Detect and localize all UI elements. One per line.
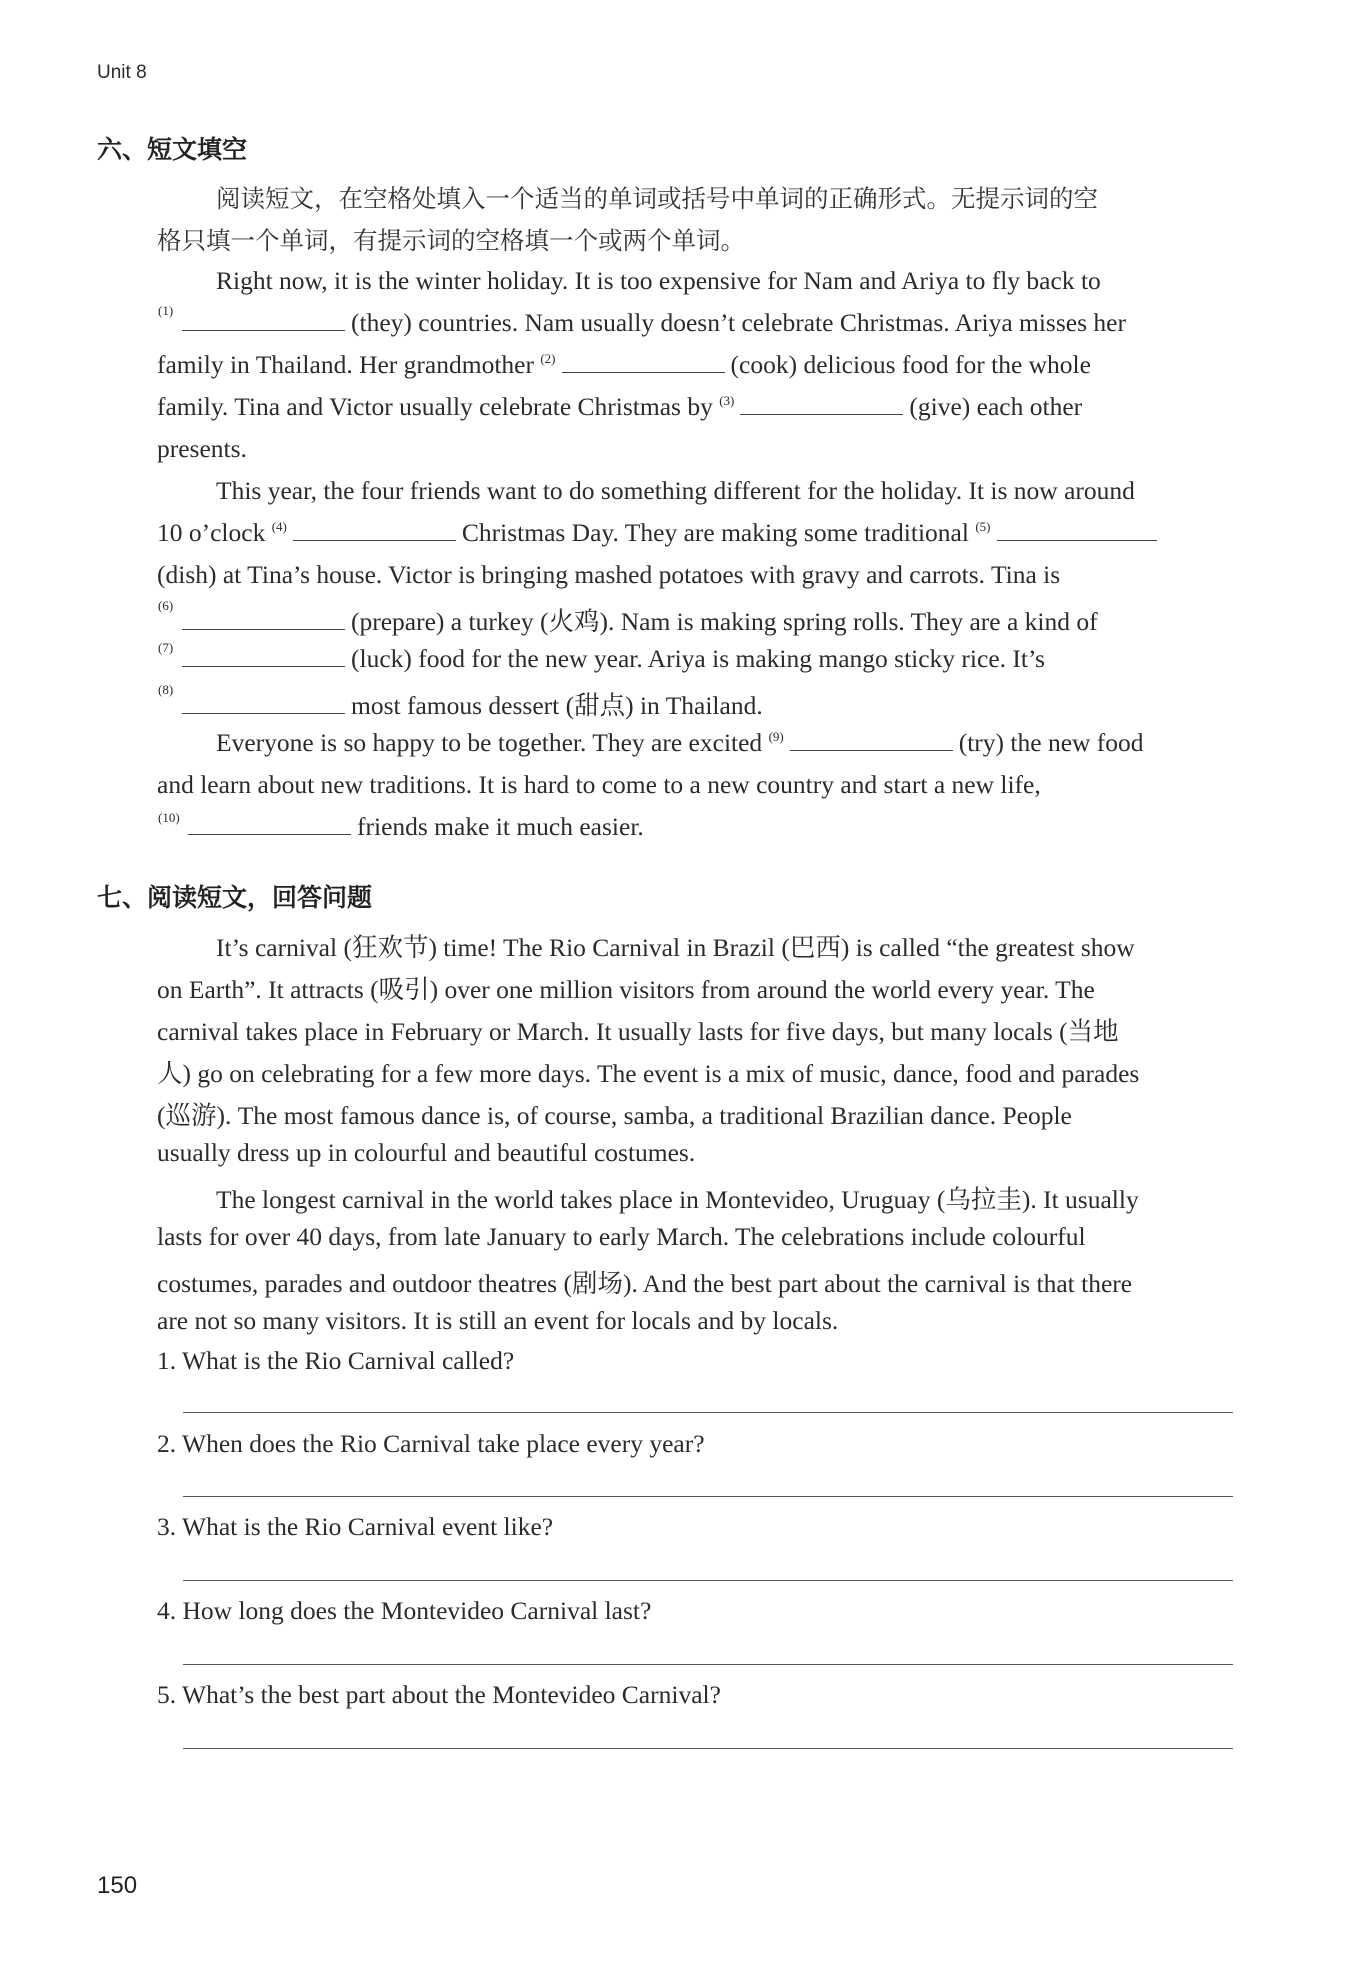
passage-line: (巡游). The most famous dance is, of course, samba, a traditional Brazilian dance. People: [157, 1101, 1072, 1130]
blank-1[interactable]: [182, 308, 345, 331]
instruction-line-2: 格只填一个单词，有提示词的空格填一个或两个单词。: [157, 226, 745, 255]
blank-7[interactable]: [182, 644, 345, 667]
blank-marker: (10): [158, 810, 180, 825]
passage-line: family in Thailand. Her grandmother $^{(2)}$ (cook) delicious food for the whole: [157, 350, 1091, 379]
passage-line: (prepare) a turkey (火鸡). Nam is making spring rolls. They are a kind of: [182, 602, 1098, 638]
answer-line-1[interactable]: [183, 1412, 1233, 1413]
question-4: 4. How long does the Montevideo Carnival last?: [157, 1596, 652, 1625]
passage-line: This year, the four friends want to do something different for the holiday. It is now around: [216, 476, 1135, 505]
passage-line: 10 o’clock $^{(4)}$ Christmas Day. They are making some traditional $^{(5)}$: [157, 518, 1163, 548]
passage-line: costumes, parades and outdoor theatres (剧场). And the best part about the carnival is that there: [157, 1269, 1133, 1298]
blank-marker: (4): [271, 519, 287, 534]
passage-line: presents.: [157, 434, 247, 463]
blank-marker: (3): [719, 393, 735, 408]
passage-line: 人) go on celebrating for a few more days. The event is a mix of music, dance, food and parades: [157, 1059, 1140, 1088]
answer-line-5[interactable]: [183, 1748, 1233, 1749]
blank-marker: (5): [975, 519, 991, 534]
passage-line: Everyone is so happy to be together. They are excited $^{(9)}$ (try) the new food: [216, 728, 1144, 757]
question-5: 5. What’s the best part about the Montevideo Carnival?: [157, 1680, 721, 1709]
blank-marker: (1): [158, 303, 174, 318]
blank-9[interactable]: [790, 728, 953, 751]
blank-2[interactable]: [562, 350, 725, 373]
passage-line: on Earth”. It attracts (吸引) over one million visitors from around the world every year. The: [157, 975, 1095, 1004]
section-7-title: 七、阅读短文，回答问题: [97, 883, 373, 912]
question-1: 1. What is the Rio Carnival called?: [157, 1346, 515, 1375]
passage-line: It’s carnival (狂欢节) time! The Rio Carnival in Brazil (巴西) is called “the greatest show: [216, 933, 1135, 962]
passage-line: (they) countries. Nam usually doesn’t celebrate Christmas. Ariya misses her: [182, 308, 1126, 338]
blank-10[interactable]: [188, 812, 351, 835]
blank-4[interactable]: [293, 518, 456, 541]
blank-marker: (2): [540, 351, 556, 366]
passage-line: (dish) at Tina’s house. Victor is bringing mashed potatoes with gravy and carrots. Tina is: [157, 560, 1061, 589]
passage-line: (luck) food for the new year. Ariya is making mango sticky rice. It’s: [182, 644, 1045, 674]
blank-3[interactable]: [740, 392, 903, 415]
passage-line: are not so many visitors. It is still an event for locals and by locals.: [157, 1306, 839, 1335]
unit-label: Unit 8: [97, 62, 147, 83]
blank-marker: (7): [158, 640, 174, 655]
passage-line: usually dress up in colourful and beautiful costumes.: [157, 1138, 696, 1167]
passage-line: lasts for over 40 days, from late January to early March. The celebrations include colourful: [157, 1222, 1086, 1251]
answer-line-2[interactable]: [183, 1496, 1233, 1497]
blank-6[interactable]: [182, 607, 345, 630]
blank-marker: (8): [158, 682, 174, 697]
passage-line: family. Tina and Victor usually celebrate Christmas by $^{(3)}$ (give) each other: [157, 392, 1083, 421]
blank-8[interactable]: [182, 691, 345, 714]
question-3: 3. What is the Rio Carnival event like?: [157, 1512, 554, 1541]
question-2: 2. When does the Rio Carnival take place every year?: [157, 1429, 705, 1458]
instruction-line-1: 阅读短文，在空格处填入一个适当的单词或括号中单词的正确形式。无提示词的空: [216, 184, 1098, 213]
passage-line: carnival takes place in February or March. It usually lasts for five days, but many locals (当地: [157, 1017, 1119, 1046]
passage-line: Right now, it is the winter holiday. It is too expensive for Nam and Ariya to fly back to: [216, 266, 1101, 295]
passage-line: friends make it much easier.: [188, 812, 644, 842]
answer-line-3[interactable]: [183, 1580, 1233, 1581]
section-6-title: 六、短文填空: [97, 135, 248, 164]
answer-line-4[interactable]: [183, 1664, 1233, 1665]
passage-line: most famous dessert (甜点) in Thailand.: [182, 686, 763, 722]
blank-5[interactable]: [997, 518, 1157, 541]
blank-marker: (9): [768, 729, 784, 744]
page-number: 150: [97, 1872, 138, 1899]
passage-line: The longest carnival in the world takes place in Montevideo, Uruguay (乌拉圭). It usually: [216, 1185, 1139, 1214]
passage-line: and learn about new traditions. It is hard to come to a new country and start a new life,: [157, 770, 1041, 799]
blank-marker: (6): [158, 598, 174, 613]
